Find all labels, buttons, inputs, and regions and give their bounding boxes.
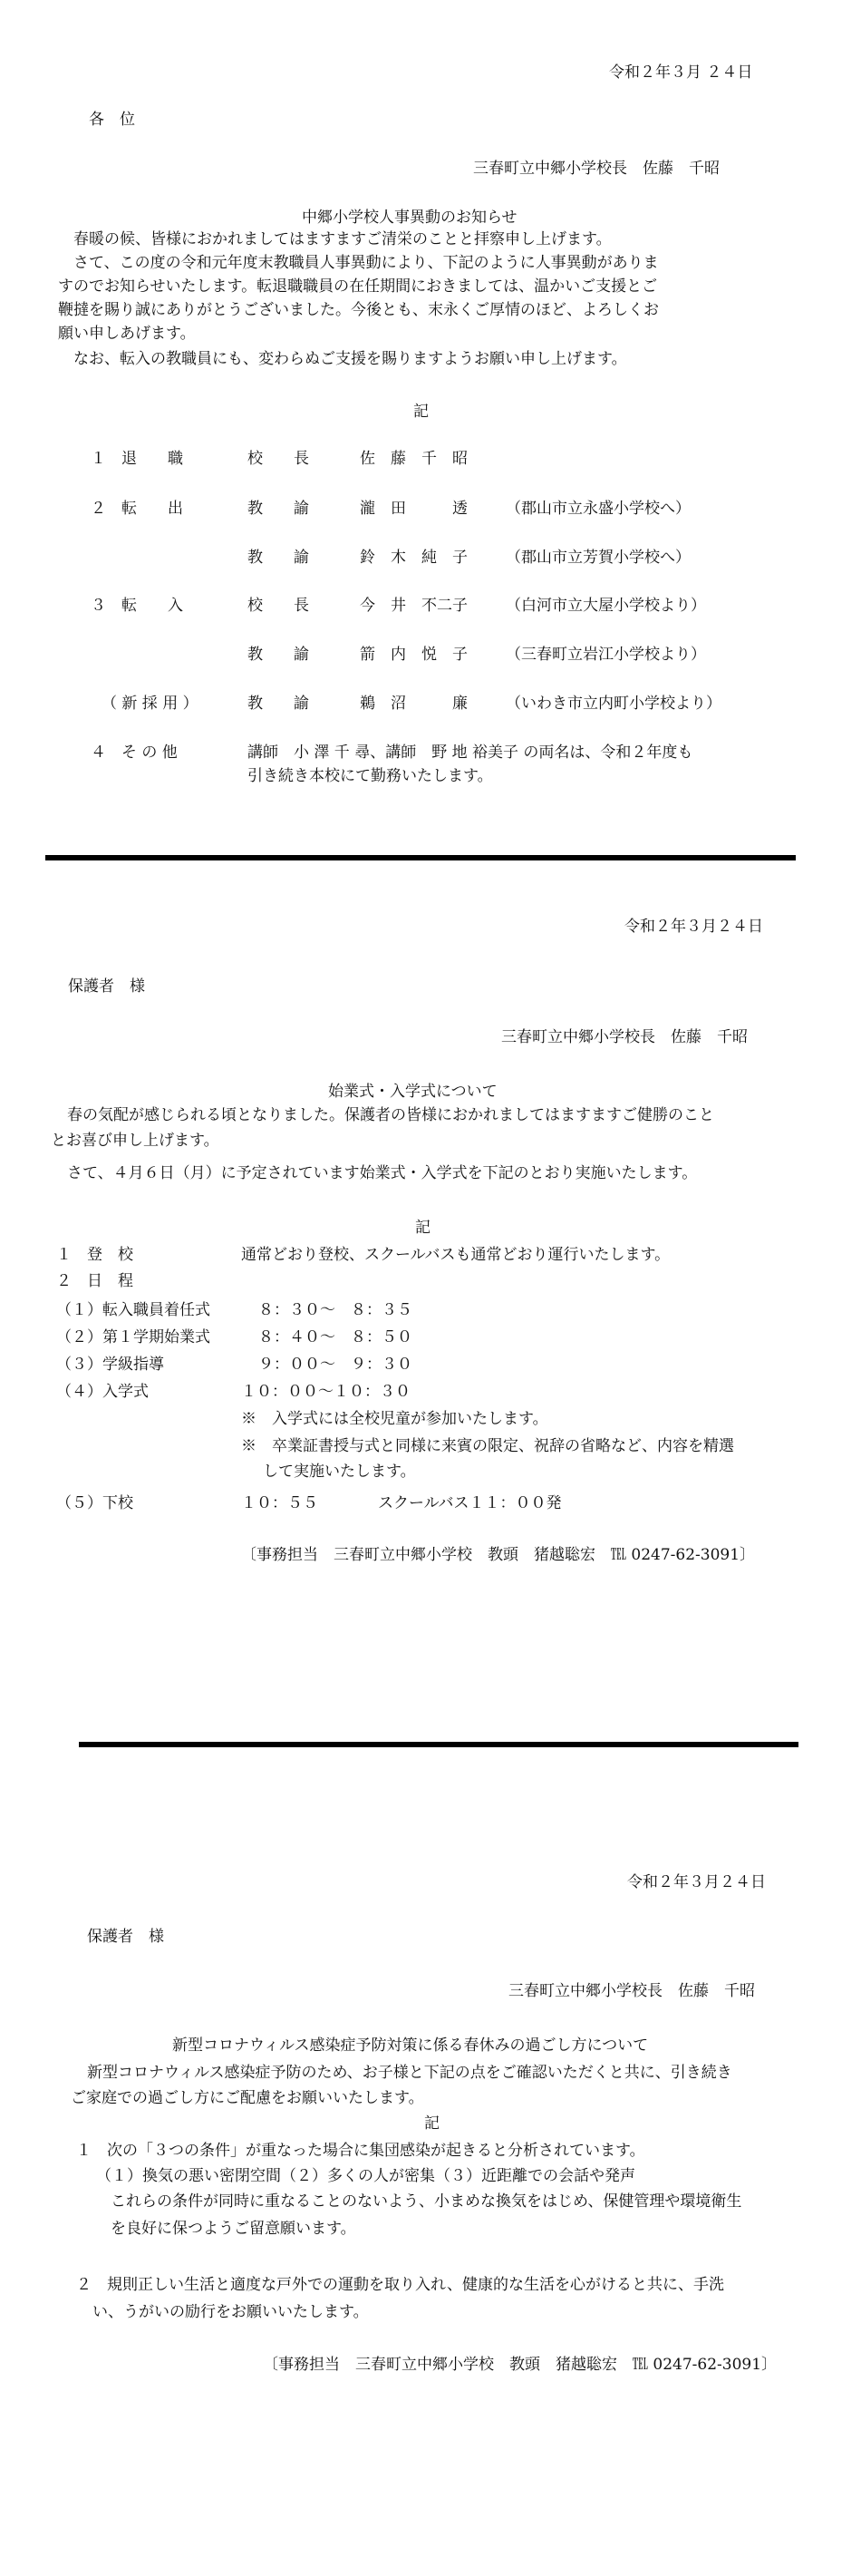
row-role: 教 諭 xyxy=(247,549,309,567)
doc2-ki: 記 xyxy=(415,1219,430,1237)
doc1-ki: 記 xyxy=(413,403,429,421)
doc2-title: 始業式・入学式について xyxy=(328,1083,498,1101)
row-category: ３ 転 入 xyxy=(91,597,183,615)
doc1-body-line: さて、この度の令和元年度末教職員人事異動により、下記のように人事異動がありま xyxy=(73,254,659,272)
doc1-title: 中郷小学校人事異動のお知らせ xyxy=(302,209,518,227)
dismissal-bus: スクールバス１１：００発 xyxy=(378,1494,562,1512)
doc2-addressee: 保護者 様 xyxy=(68,977,145,996)
doc3-title: 新型コロナウィルス感染症予防対策に係る春休みの過ごし方について xyxy=(172,2036,649,2055)
doc2-date: 令和２年３月２４日 xyxy=(624,918,763,936)
doc3-item-line: １ 次の「３つの条件」が重なった場合に集団感染が起きると分析されています。 xyxy=(76,2142,645,2160)
doc1-body-line: 鞭撻を賜り誠にありがとうございました。今後とも、末永くご厚情のほど、よろしくお xyxy=(58,301,659,319)
doc3-addressee: 保護者 様 xyxy=(87,1928,164,1946)
doc3-sender: 三春町立中郷小学校長 佐藤 千昭 xyxy=(508,1982,755,2000)
row-category: ２ 転 出 xyxy=(91,500,183,518)
doc2-body-line: さて、４月６日（月）に予定されています始業式・入学式を下記のとおり実施いたします。 xyxy=(67,1164,698,1182)
doc1-body-line: すのでお知らせいたします。転退職職員の在任期間におきましては、温かいご支援とご xyxy=(58,277,658,296)
row-note: （白河市立大屋小学校より） xyxy=(506,597,706,615)
row-note: （郡山市立芳賀小学校へ） xyxy=(506,549,691,567)
section-divider xyxy=(45,855,796,860)
doc1-other-text: 講師 小 澤 千 尋、講師 野 地 裕美子 の両名は、令和２年度も xyxy=(247,744,693,762)
doc2-contact: 〔事務担当 三春町立中郷小学校 教頭 猪越聡宏 ℡ 0247-62-3091〕 xyxy=(241,1546,756,1564)
doc3-date: 令和２年３月２４日 xyxy=(627,1873,766,1891)
doc2-item-text: 通常どおり登校、スクールバスも通常どおり運行いたします。 xyxy=(241,1246,671,1264)
doc3-body-line: 新型コロナウィルス感染症予防のため、お子様と下記の点をご確認いただくと共に、引き続き xyxy=(87,2064,732,2082)
doc2-note: して実施いたします。 xyxy=(263,1463,416,1481)
doc3-body-line: ご家庭での過ごし方にご配慮をお願いいたします。 xyxy=(71,2089,424,2107)
row-role: 教 諭 xyxy=(247,695,309,713)
schedule-label: （１）転入職員着任式 xyxy=(56,1301,210,1319)
doc1-body-line: 春暖の候、皆様におかれましてはますますご清栄のことと拝察申し上げます。 xyxy=(73,230,612,248)
doc2-item-label: １ 登 校 xyxy=(56,1246,133,1264)
doc3-item-line: （１）換気の悪い密閉空間（２）多くの人が密集（３）近距離での会話や発声 xyxy=(96,2167,635,2185)
row-category: （ 新 採 用 ） xyxy=(102,695,198,713)
doc1-other-text: 引き続き本校にて勤務いたします。 xyxy=(247,767,493,785)
doc1-other-category: ４ そ の 他 xyxy=(91,744,178,762)
doc2-body-line: とお喜び申し上げます。 xyxy=(51,1132,219,1150)
doc1-body-line: 願い申しあげます。 xyxy=(58,325,196,343)
row-name: 今 井 不二子 xyxy=(360,597,468,615)
row-role: 教 諭 xyxy=(247,500,309,518)
row-category: １ 退 職 xyxy=(91,450,183,468)
doc2-note: ※ 卒業証書授与式と同様に来賓の限定、祝辞の省略など、内容を精選 xyxy=(241,1437,734,1455)
row-name: 箭 内 悦 子 xyxy=(360,646,468,664)
schedule-time: ８：４０～ ８：５０ xyxy=(258,1328,412,1346)
row-role: 校 長 xyxy=(247,597,309,615)
doc1-sender: 三春町立中郷小学校長 佐藤 千昭 xyxy=(473,160,720,178)
schedule-time: １０：００～１０：３０ xyxy=(241,1383,411,1401)
row-name: 佐 藤 千 昭 xyxy=(360,450,468,468)
schedule-label: （４）入学式 xyxy=(56,1383,149,1401)
doc2-item-label: ２ 日 程 xyxy=(56,1272,133,1290)
doc3-item-line: い、うがいの励行をお願いいたします。 xyxy=(92,2303,369,2321)
row-note: （三春町立岩江小学校より） xyxy=(506,646,706,664)
doc2-sender: 三春町立中郷小学校長 佐藤 千昭 xyxy=(501,1028,748,1046)
doc3-item-line: これらの条件が同時に重なることのないよう、小まめな換気をはじめ、保健管理や環境衛生 xyxy=(111,2192,742,2211)
doc3-item-line: を良好に保つようご留意願います。 xyxy=(111,2220,356,2238)
schedule-label: （２）第１学期始業式 xyxy=(56,1328,210,1346)
row-name: 瀧 田 透 xyxy=(360,500,468,518)
doc2-note: ※ 入学式には全校児童が参加いたします。 xyxy=(241,1410,548,1428)
row-note: （いわき市立内町小学校より） xyxy=(506,695,721,713)
doc1-body-line: なお、転入の教職員にも、変わらぬご支援を賜りますようお願い申し上げます。 xyxy=(73,350,627,368)
row-name: 鈴 木 純 子 xyxy=(360,549,468,567)
doc1-date: 令和２年３月 ２４日 xyxy=(609,63,753,82)
schedule-time: ９：００～ ９：３０ xyxy=(258,1356,412,1374)
doc1-addressee: 各 位 xyxy=(89,111,135,129)
schedule-label: （３）学級指導 xyxy=(56,1356,164,1374)
row-role: 教 諭 xyxy=(247,646,309,664)
dismissal-label: （５）下校 xyxy=(56,1494,133,1512)
doc3-item-line: ２ 規則正しい生活と適度な戸外での運動を取り入れ、健康的な生活を心がけると共に、手洗 xyxy=(76,2276,725,2294)
section-divider xyxy=(79,1742,798,1747)
row-name: 鵜 沼 廉 xyxy=(360,695,468,713)
row-note: （郡山市立永盛小学校へ） xyxy=(506,500,691,518)
row-role: 校 長 xyxy=(247,450,309,468)
doc3-contact: 〔事務担当 三春町立中郷小学校 教頭 猪越聡宏 ℡ 0247-62-3091〕 xyxy=(263,2356,778,2374)
doc2-body-line: 春の気配が感じられる頃となりました。保護者の皆様におかれましてはますますご健勝のこと xyxy=(67,1106,714,1124)
schedule-time: ８：３０～ ８：３５ xyxy=(258,1301,412,1319)
dismissal-time: １０：５５ xyxy=(241,1494,318,1512)
doc3-ki: 記 xyxy=(424,2114,440,2133)
